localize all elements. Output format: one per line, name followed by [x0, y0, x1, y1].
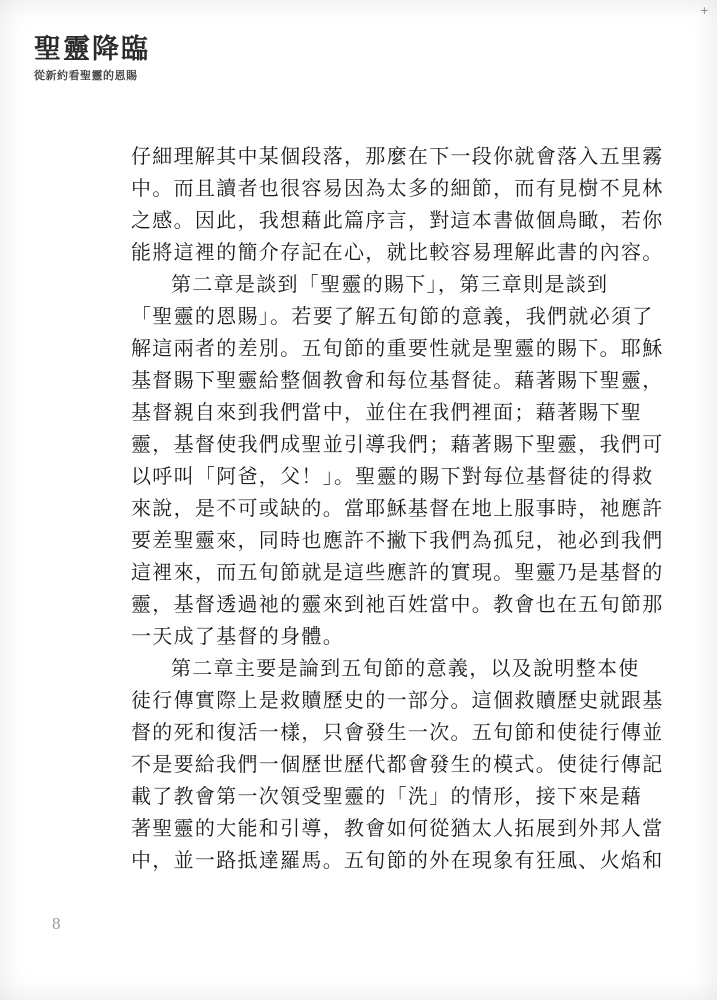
body-text	[131, 140, 664, 876]
page-number: 8	[52, 914, 61, 933]
paragraph-start-line: 第二章主要是論到五旬節的意義，以及說明整本使	[171, 656, 640, 680]
text-line: 「聖靈的恩賜」。若要了解五旬節的意義，我們就必須了	[131, 304, 654, 328]
text-line: 這裡來，而五旬節就是這些應許的實現。聖靈乃是基督的	[131, 560, 664, 584]
text-line: 靈，基督使我們成聖並引導我們；藉著賜下聖靈，我們可	[131, 432, 664, 456]
text-line: 來說，是不可或缺的。當耶穌基督在地上服事時，祂應許	[131, 496, 664, 520]
text-line: 以呼叫「阿爸，父！」。聖靈的賜下對每位基督徒的得救	[131, 464, 654, 488]
text-line: 基督賜下聖靈給整個教會和每位基督徒。藉著賜下聖靈，	[131, 368, 664, 392]
book-subtitle: 從新約看聖靈的恩賜	[34, 69, 138, 82]
text-line: 督的死和復活一樣，只會發生一次。五旬節和使徒行傳並	[131, 720, 664, 744]
text-line: 能將這裡的簡介存記在心，就比較容易理解此書的內容。	[131, 240, 664, 264]
running-header	[34, 36, 150, 83]
text-line: 之感。因此，我想藉此篇序言，對這本書做個鳥瞰，若你	[131, 208, 664, 232]
text-line: 不是要給我們一個歷世歷代都會發生的模式。使徒行傳記	[131, 752, 664, 776]
text-line: 著聖靈的大能和引導，教會如何從猶太人拓展到外邦人當	[131, 816, 664, 840]
text-line: 載了教會第一次領受聖靈的「洗」的情形，接下來是藉	[131, 784, 643, 808]
paragraph-start-line: 第二章是談到「聖靈的賜下」，第三章則是談到	[171, 272, 609, 296]
text-line: 要差聖靈來，同時也應許不撇下我們為孤兒，祂必到我們	[131, 528, 664, 552]
text-line: 徒行傳實際上是救贖歷史的一部分。這個救贖歷史就跟基	[131, 688, 664, 712]
text-line: 中，並一路抵達羅馬。五旬節的外在現象有狂風、火焰和	[131, 848, 664, 872]
text-line: 基督親自來到我們當中，並住在我們裡面；藉著賜下聖	[131, 400, 643, 424]
text-line: 一天成了基督的身體。	[131, 624, 344, 648]
book-title: 聖靈降臨	[34, 34, 150, 65]
text-line: 靈，基督透過祂的靈來到祂百姓當中。教會也在五旬節那	[131, 592, 664, 616]
crop-mark: +	[699, 4, 709, 17]
text-line: 仔細理解其中某個段落，那麼在下一段你就會落入五里霧	[131, 144, 664, 168]
text-line: 解這兩者的差別。五旬節的重要性就是聖靈的賜下。耶穌	[131, 336, 664, 360]
text-line: 中。而且讀者也很容易因為太多的細節，而有見樹不見林	[131, 176, 664, 200]
